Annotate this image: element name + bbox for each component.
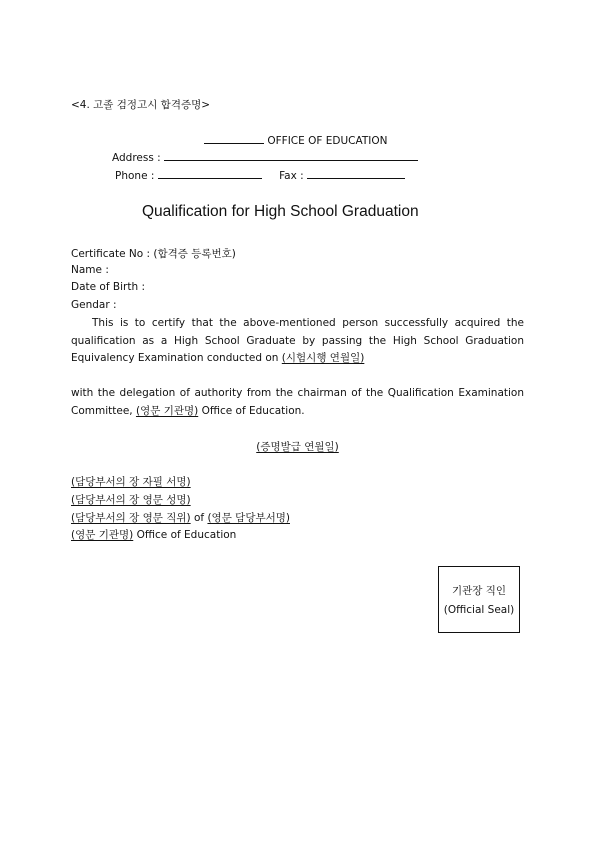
name-placeholder: (담당부서의 장 영문 성명): [71, 494, 191, 506]
signature-placeholder: (담당부서의 장 자필 서명): [71, 476, 191, 488]
delegation-tail: Office of Education.: [201, 404, 305, 417]
signature-line-2: [71, 492, 191, 507]
official-seal-box: [438, 566, 520, 633]
certification-paragraph: [71, 315, 524, 368]
office-name-line: [204, 133, 387, 147]
phone-fax-line: [115, 168, 405, 182]
issue-date: [0, 439, 595, 454]
department-placeholder: (영문 담당부서명): [207, 512, 290, 524]
exam-date-placeholder: (시험시행 연월일): [281, 352, 365, 364]
delegation-text: with the delegation of authority from the chairman of the Qualification Examination Committee,: [71, 387, 524, 417]
document-heading: <4. 고졸 검정고시 합격증명>: [71, 99, 211, 111]
signature-line-1: [71, 474, 191, 489]
of-word: of: [193, 512, 205, 524]
signature-line-4: [71, 527, 236, 542]
agency-name-placeholder: (영문 기관명): [135, 404, 199, 417]
address-label: Address :: [112, 152, 161, 164]
dob-label: Date of Birth :: [71, 281, 145, 293]
phone-label: Phone :: [115, 170, 155, 182]
gender-label: Gendar :: [71, 299, 117, 311]
office-name-blank: [204, 133, 264, 144]
title-placeholder: (담당부서의 장 영문 직위): [71, 512, 191, 524]
paragraph-text: This is to certify that the above-mentioned person successfully acquired the qualification as a High School Graduate by passing the High School Graduation Equivalency Examination conducted on: [71, 317, 524, 364]
signature-line-3: [71, 510, 290, 525]
phone-blank: [158, 168, 262, 179]
certificate-no-label: Certificate No : (합격증 등록번호): [71, 248, 236, 260]
name-label: Name :: [71, 264, 109, 276]
delegation-paragraph: [71, 385, 524, 420]
issue-date-placeholder: (증명발급 연월일): [256, 441, 339, 453]
seal-label-english: (Official Seal): [443, 604, 515, 616]
office-of-education-text: Office of Education: [136, 529, 237, 541]
document-title: Qualification for High School Graduation: [142, 203, 419, 220]
office-label: OFFICE OF EDUCATION: [267, 135, 388, 147]
address-line: [112, 150, 418, 164]
fax-blank: [307, 168, 405, 179]
agency-placeholder: (영문 기관명): [71, 529, 134, 541]
fax-label: Fax :: [279, 170, 304, 182]
address-blank: [164, 150, 418, 161]
seal-label-korean: 기관장 직인: [451, 585, 507, 597]
